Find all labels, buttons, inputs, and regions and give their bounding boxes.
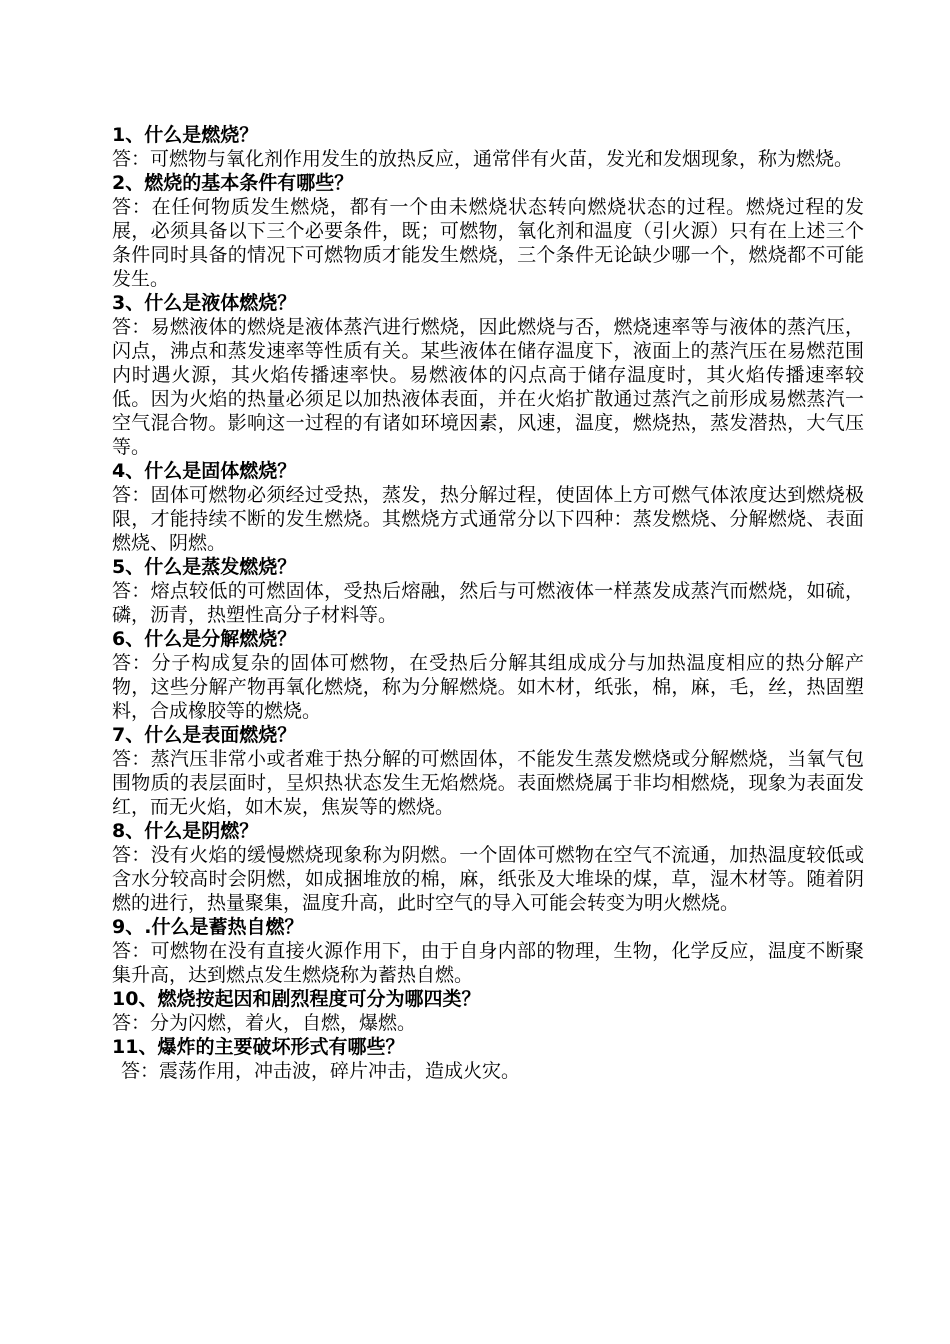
answer-text: 答：在任何物质发生燃烧，都有一个由未燃烧状态转向燃烧状态的过程。燃烧过程的发展，必须具备以下三个必要条件，既；可燃物，氧化剂和温度（引火源）只有在上述三个条件同时具备的情况下可燃物质才能发生燃烧，三个条件无论缺少哪一个，燃烧都不可能发生。 xyxy=(112,196,864,290)
qa-item-5 xyxy=(112,555,864,627)
qa-item-6 xyxy=(112,627,864,723)
qa-item-3 xyxy=(112,291,864,459)
question-heading: 8、什么是阴燃？ xyxy=(112,820,259,842)
question-heading: 1、什么是燃烧？ xyxy=(112,124,259,146)
answer-text: 答：分子构成复杂的固体可燃物，在受热后分解其组成成分与加热温度相应的热分解产物，这些分解产物再氧化燃烧，称为分解燃烧。如木材，纸张，棉，麻，毛，丝，热固塑料，合成橡胶等的燃烧。 xyxy=(112,652,864,722)
question-heading: 2、燃烧的基本条件有哪些？ xyxy=(112,172,354,194)
question-heading: 6、什么是分解燃烧？ xyxy=(112,628,297,650)
qa-item-2 xyxy=(112,171,864,291)
qa-item-9 xyxy=(112,915,864,987)
answer-text: 答：分为闪燃，着火，自燃，爆燃。 xyxy=(112,1012,417,1034)
qa-item-10 xyxy=(112,987,864,1035)
answer-text: 答：可燃物在没有直接火源作用下，由于自身内部的物理，生物，化学反应，温度不断聚集升高，达到燃点发生燃烧称为蓄热自燃。 xyxy=(112,940,864,986)
answer-text: 答：震荡作用，冲击波，碎片冲击，造成火灾。 xyxy=(121,1060,521,1082)
qa-item-7 xyxy=(112,723,864,819)
question-heading: 3、什么是液体燃烧？ xyxy=(112,292,297,314)
qa-item-8 xyxy=(112,819,864,915)
question-heading: 10、燃烧按起因和剧烈程度可分为哪四类？ xyxy=(112,988,481,1010)
question-heading: 11、爆炸的主要破坏形式有哪些？ xyxy=(112,1036,405,1058)
qa-item-1 xyxy=(112,123,864,171)
qa-item-4 xyxy=(112,459,864,555)
answer-text: 答：熔点较低的可燃固体，受热后熔融，然后与可燃液体一样蒸发成蒸汽而燃烧，如硫，磷，沥青，热塑性高分子材料等。 xyxy=(112,580,864,626)
answer-text: 答：固体可燃物必须经过受热，蒸发，热分解过程，使固体上方可燃气体浓度达到燃烧极限，才能持续不断的发生燃烧。其燃烧方式通常分以下四种：蒸发燃烧、分解燃烧、表面燃烧、阴燃。 xyxy=(112,484,864,554)
answer-text: 答：没有火焰的缓慢燃烧现象称为阴燃。一个固体可燃物在空气不流通，加热温度较低或含水分较高时会阴燃，如成捆堆放的棉，麻，纸张及大堆垛的煤，草，湿木材等。随着阴燃的进行，热量聚集，温度升高，此时空气的导入可能会转变为明火燃烧。 xyxy=(112,844,864,914)
qa-item-11 xyxy=(112,1035,864,1083)
answer-text: 答：易燃液体的燃烧是液体蒸汽进行燃烧，因此燃烧与否，燃烧速率等与液体的蒸汽压，闪点，沸点和蒸发速率等性质有关。某些液体在储存温度下，液面上的蒸汽压在易燃范围内时遇火源，其火焰传播速率快。易燃液体的闪点高于储存温度时，其火焰传播速率较低。因为火焰的热量必须足以加热液体表面，并在火焰扩散通过蒸汽之前形成易燃蒸汽一空气混合物。影响这一过程的有诸如环境因素，风速，温度，燃烧热，蒸发潜热，大气压等。 xyxy=(112,316,864,458)
question-heading: 5、什么是蒸发燃烧？ xyxy=(112,556,297,578)
question-heading: 9、.什么是蓄热自燃？ xyxy=(112,916,304,938)
question-heading: 4、什么是固体燃烧？ xyxy=(112,460,297,482)
answer-text: 答：蒸汽压非常小或者难于热分解的可燃固体，不能发生蒸发燃烧或分解燃烧，当氧气包围物质的表层面时，呈炽热状态发生无焰燃烧。表面燃烧属于非均相燃烧，现象为表面发红，而无火焰，如木炭，焦炭等的燃烧。 xyxy=(112,748,864,818)
answer-text: 答：可燃物与氧化剂作用发生的放热反应，通常伴有火苗，发光和发烟现象，称为燃烧。 xyxy=(112,148,854,170)
question-heading: 7、什么是表面燃烧？ xyxy=(112,724,297,746)
